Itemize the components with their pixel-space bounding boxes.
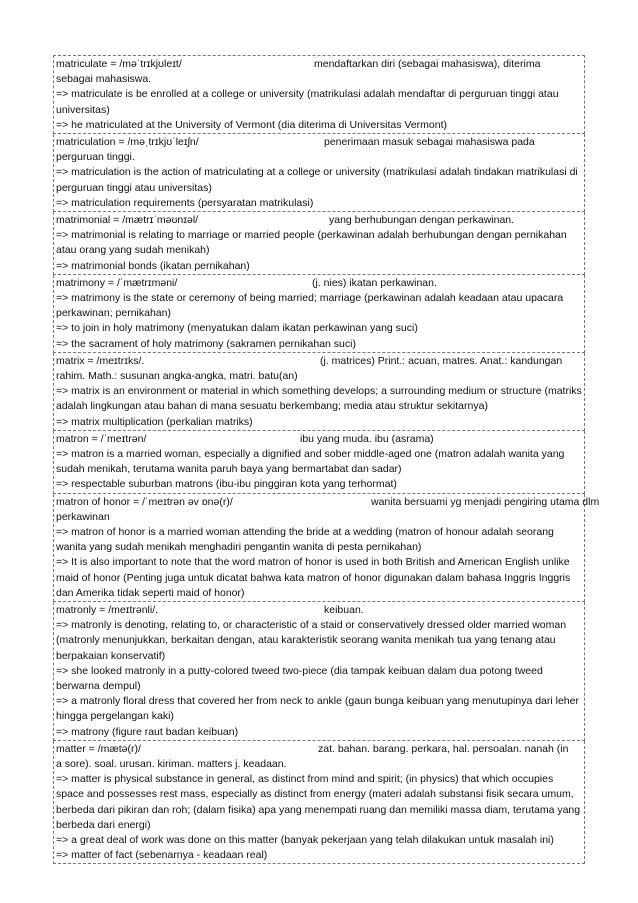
- entry-line: => matron of honor is a married woman attending the bride at a wedding (matron of honour adalah seorang wanita yang sudah menikah menghadiri pengantin wanita di pesta pernikahan): [56, 525, 554, 554]
- entry-line: => respectable suburban matrons (ibu-ibu pinggiran kota yang terhormat): [56, 478, 397, 491]
- entry-term: matrix = /meɪtrɪks/.: [56, 354, 145, 367]
- dictionary-entry: [53, 212, 585, 275]
- entry-term: matter = /mætə(r)/: [56, 742, 141, 755]
- entry-definition-continued: perkawinan: [56, 510, 110, 523]
- dictionary-entry: [53, 602, 585, 741]
- entry-line: => matrix multiplication (perkalian matriks): [56, 415, 253, 428]
- entry-definition: (j. matrices) Print.: acuan, matres. Anat.: kandungan: [320, 354, 563, 367]
- entry-term: matriculation = /məˌtrɪkjʊˈleɪʃn/: [56, 136, 199, 148]
- dictionary-entry: [53, 134, 585, 212]
- entry-definition: yang berhubungan dengan perkawinan.: [329, 214, 515, 226]
- dictionary-entry: [53, 494, 600, 602]
- entry-header: [56, 135, 582, 150]
- entry-term: matriculate = /məˈtrɪkjʊleɪt/: [56, 58, 182, 70]
- entry-definition: wanita bersuami yg menjadi pengiring utama dlm: [371, 495, 600, 508]
- entry-definition: zat. bahan. barang. perkara, hal. persoalan. nanah (in: [318, 742, 569, 755]
- entry-definition-continued: perguruan tinggi.: [56, 151, 135, 164]
- entry-line: => matrix is an environment or material in which something develops; a surrounding medium or structure (matriks adalah lingkungan atau bahan di mana sesuatu berkembang; media atau struktur sekitarnya): [56, 385, 582, 413]
- entry-line: => a great deal of work was done on this matter (banyak pekerjaan yang telah dilakukan untuk masalah ini): [56, 834, 554, 847]
- entry-line: => the sacrament of holy matrimony (sakramen pernikahan suci): [56, 337, 356, 350]
- entry-line: => to join in holy matrimony (menyatukan dalam ikatan perkawinan yang suci): [56, 322, 418, 335]
- entry-definition: keibuan.: [324, 604, 364, 616]
- entry-line: => matronly is denoting, relating to, or characteristic of a staid or conservatively dressed older married woman (matronly menunjukkan, berkaitan dengan, atau karakteristik seorang wanita menikah tua yang tenang atau berpakaian konservatif): [56, 619, 567, 662]
- entry-definition: ibu yang muda. ibu (asrama): [300, 432, 434, 445]
- entry-line: => matrimonial bonds (ikatan pernikahan): [56, 259, 250, 272]
- entry-line: => she looked matronly in a putty-colored tweed two-piece (dia tampak keibuan dalam dua potong tweed berwarna dempul): [56, 664, 543, 692]
- entry-header: [56, 603, 582, 618]
- entry-definition-continued: rahim. Math.: susunan angka-angka, matri. batu(an): [56, 369, 298, 382]
- dictionary-entry: [53, 353, 585, 431]
- entry-header: [56, 354, 582, 369]
- entry-term: matrimony = /ˈmætrɪməni/: [56, 276, 178, 289]
- entry-definition-continued: sebagai mahasiswa.: [56, 73, 152, 86]
- entry-header: [56, 742, 582, 757]
- entry-definition: (j. nies) ikatan perkawinan.: [312, 276, 437, 289]
- entry-line: => It is also important to note that the word matron of honor is used in both British and American English unlike maid of honor (Penting juga untuk dicatat bahwa kata matron of honor digunakan dalam bahasa Inggris Inggris dan Amerika tidak seperti maid of honor): [56, 556, 571, 599]
- entry-line: => he matriculated at the University of Vermont (dia diterima di Universitas Vermont): [56, 118, 448, 131]
- entry-term: matron = /ˈmeɪtrən/: [56, 432, 147, 445]
- entry-line: => matron is a married woman, especially a dignified and sober middle-aged one (matron adalah wanita yang sudah menikah, terutama wanita paruh baya yang bermartabat dan sadar): [56, 447, 565, 476]
- entry-line: => matriculate is be enrolled at a college or university (matrikulasi adalah mendaftar di perguruan tinggi atau universitas): [56, 88, 559, 116]
- entry-term: matrimonial = /mætrɪˈməʊnɪəl/: [56, 214, 199, 226]
- entry-line: => matter is physical substance in general, as distinct from mind and spirit; (in physics) that which occupies space and possesses rest mass, especially as distinct from energy (materi adalah substansi fisik secara umum, berbeda dari pikiran dan roh; (dalam fisika) apa yang menempati ruang dan memiliki massa diam, terutama yang berbeda dari energi): [56, 773, 581, 831]
- entry-line: => matter of fact (sebenarnya - keadaan real): [56, 849, 268, 862]
- entry-definition: penerimaan masuk sebagai mahasiswa pada: [324, 136, 535, 148]
- entry-line: => matrony (figure raut badan keibuan): [56, 725, 239, 738]
- entry-header: [56, 432, 582, 447]
- dictionary-entry: [53, 55, 585, 134]
- dictionary-entry: [53, 275, 585, 353]
- entry-header: [56, 57, 582, 72]
- entry-definition-continued: a sore). soal. urusan. kiriman. matters j. keadaan.: [56, 758, 287, 770]
- dictionary-entry: [53, 741, 585, 865]
- entry-line: => matriculation requirements (persyaratan matrikulasi): [56, 196, 314, 209]
- entry-line: => matriculation is the action of matriculating at a college or university (matrikulasi adalah tindakan matrikulasi di perguruan tinggi atau universitas): [56, 166, 578, 194]
- entry-definition: mendaftarkan diri (sebagai mahasiswa), diterima: [314, 58, 541, 70]
- entry-term: matron of honor = /ˈmeɪtrən əv ɒnə(r)/: [56, 495, 233, 508]
- entry-line: => matrimony is the state or ceremony of being married; marriage (perkawinan adalah keadaan atau upacara perkawinan; pernikahan): [56, 291, 564, 320]
- entry-line: => matrimonial is relating to marriage or married people (perkawinan adalah berhubungan dengan pernikahan atau orang yang sudah menikah): [56, 229, 567, 257]
- dictionary-entry: [53, 431, 585, 494]
- entry-header: [56, 495, 600, 510]
- dictionary-page: [53, 55, 600, 864]
- entry-term: matronly = /meɪtrənli/.: [56, 604, 159, 616]
- entry-header: [56, 213, 582, 228]
- entry-header: [56, 276, 582, 291]
- entry-line: => a matronly floral dress that covered her from neck to ankle (gaun bunga keibuan yang menutupinya dari leher hingga pergelangan kaki): [56, 695, 579, 723]
